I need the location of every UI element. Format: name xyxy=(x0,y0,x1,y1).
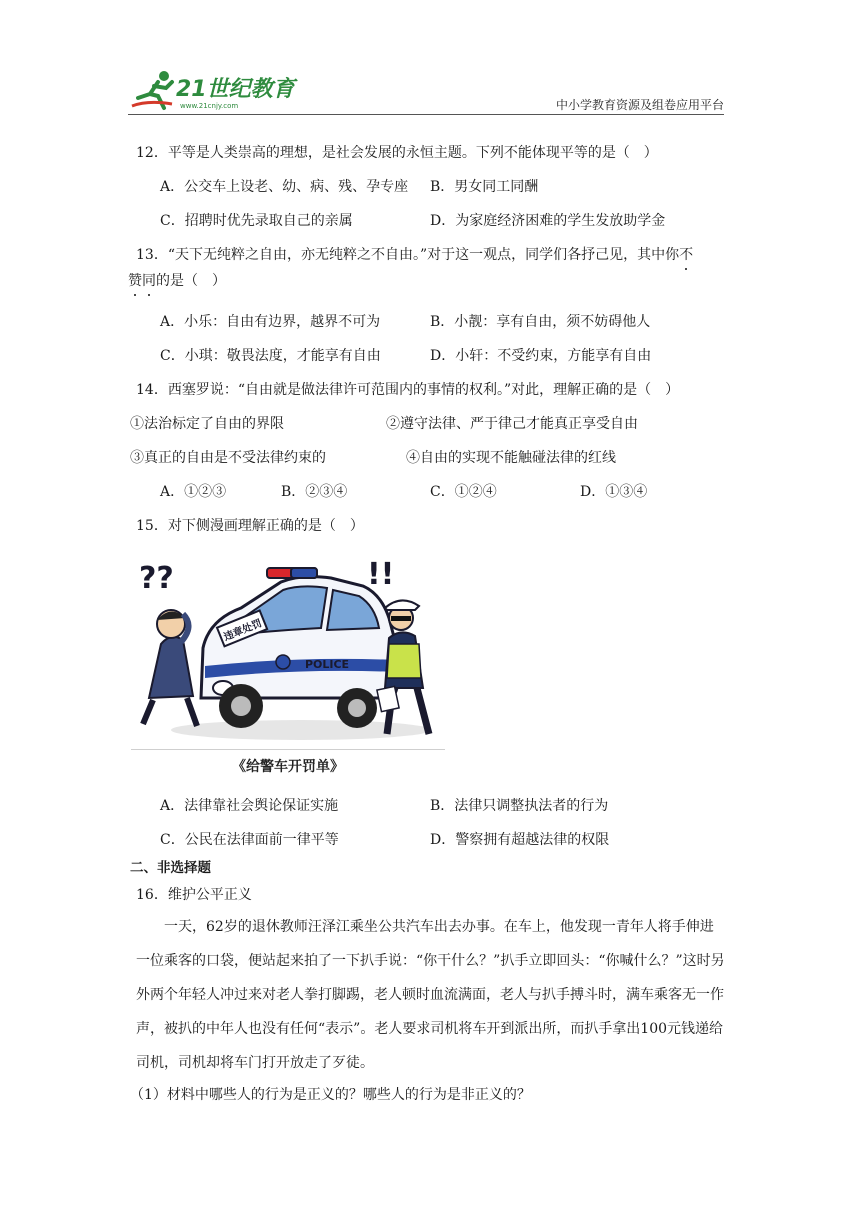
q13-stem-post: 的是（ ） xyxy=(156,273,226,289)
logo-url: www.21cnjy.com xyxy=(180,102,239,110)
q12-option-b: B．男女同工同酬 xyxy=(430,179,539,195)
q13-option-a: A．小乐：自由有边界，越界不可为 xyxy=(160,314,381,330)
q12-option-d: D．为家庭经济困难的学生发放助学金 xyxy=(430,213,666,229)
q14-statement-2: ②遵守法律、严于律己才能真正享受自由 xyxy=(386,416,638,432)
q12-stem: 12．平等是人类崇高的理想，是社会发展的永恒主题。下列不能体现平等的是（ ） xyxy=(136,145,658,161)
q15-option-a: A．法律靠社会舆论保证实施 xyxy=(160,798,339,814)
q15-option-b: B．法律只调整执法者的行为 xyxy=(430,798,609,814)
question-marks: ?? xyxy=(139,561,174,596)
q13-stem-line1 xyxy=(136,245,693,265)
section-title-nonchoice: 二、非选择题 xyxy=(130,860,211,876)
q15-option-c: C．公民在法律面前一律平等 xyxy=(160,832,339,848)
q14-option-a: A．①②③ xyxy=(160,484,227,500)
q14-option-c: C．①②④ xyxy=(430,484,497,500)
cartoon-caption: 《给警车开罚单》 xyxy=(232,759,344,775)
police-car-cartoon xyxy=(131,548,445,748)
q13-option-c: C．小琪：敬畏法度，才能享有自由 xyxy=(160,348,381,364)
q16-subquestion-1: （1）材料中哪些人的行为是正义的？哪些人的行为是非正义的？ xyxy=(130,1087,531,1103)
platform-name: 中小学教育资源及组卷应用平台 xyxy=(555,98,724,112)
q14-option-b: B．②③④ xyxy=(281,484,348,500)
q15-option-d: D．警察拥有超越法律的权限 xyxy=(430,832,610,848)
q13-emphasis-2: 赞 xyxy=(128,273,142,289)
q16-material: 一天，62岁的退休教师汪泽江乘坐公共汽车出去办事。在车上，他发现一青年人将手伸进一位乘客的口袋，便站起来拍了一下扒手说：“你干什么？”扒手立即回头：“你喊什么？”这时另外两个年轻人冲过来对老人拳打脚踢，老人顿时血流满面，老人与扒手搏斗时，满车乘客无一作声，被扒的中年人也没有任何“表示”。老人要求司机将车开到派出所，而扒手拿出100元钱递给司机，司机却将车门打开放走了歹徒。 xyxy=(136,919,725,1071)
q14-statement-1: ①法治标定了自由的界限 xyxy=(130,416,284,432)
q12-option-a: A．公交车上设老、幼、病、残、孕专座 xyxy=(160,179,409,195)
police-text: POLICE xyxy=(304,658,350,671)
q13-emphasis-1: 不 xyxy=(679,247,694,263)
logo xyxy=(128,66,298,112)
q14-stem: 14．西塞罗说：“自由就是做法律许可范围内的事情的权利。”对此，理解正确的是（ ） xyxy=(136,382,680,398)
q13-stem-line2 xyxy=(128,271,226,291)
ticket-sign-text: 违章处罚 xyxy=(222,618,264,644)
q16-title: 16．维护公平正义 xyxy=(136,887,252,903)
q13-option-b: B．小靓：享有自由，须不妨碍他人 xyxy=(430,314,651,330)
header-divider xyxy=(128,114,724,115)
q13-stem-pre: 13．“天下无纯粹之自由，亦无纯粹之不自由。”对于这一观点，同学们各抒己见，其中你 xyxy=(136,247,680,263)
q14-statement-4: ④自由的实现不能触碰法律的红线 xyxy=(406,450,616,466)
q13-option-d: D．小轩：不受约束，方能享有自由 xyxy=(430,348,652,364)
q14-option-d: D．①③④ xyxy=(580,484,648,500)
q12-option-c: C．招聘时优先录取自己的亲属 xyxy=(160,213,353,229)
q15-stem: 15．对下侧漫画理解正确的是（ ） xyxy=(136,518,364,534)
cartoon-caption-divider xyxy=(131,749,445,750)
exclaim-marks: !! xyxy=(367,557,395,592)
q13-emphasis-3: 同 xyxy=(142,273,156,289)
page-header xyxy=(128,66,724,114)
q14-statement-3: ③真正的自由是不受法律约束的 xyxy=(130,450,326,466)
logo-text: 21世纪教育 xyxy=(176,77,295,102)
